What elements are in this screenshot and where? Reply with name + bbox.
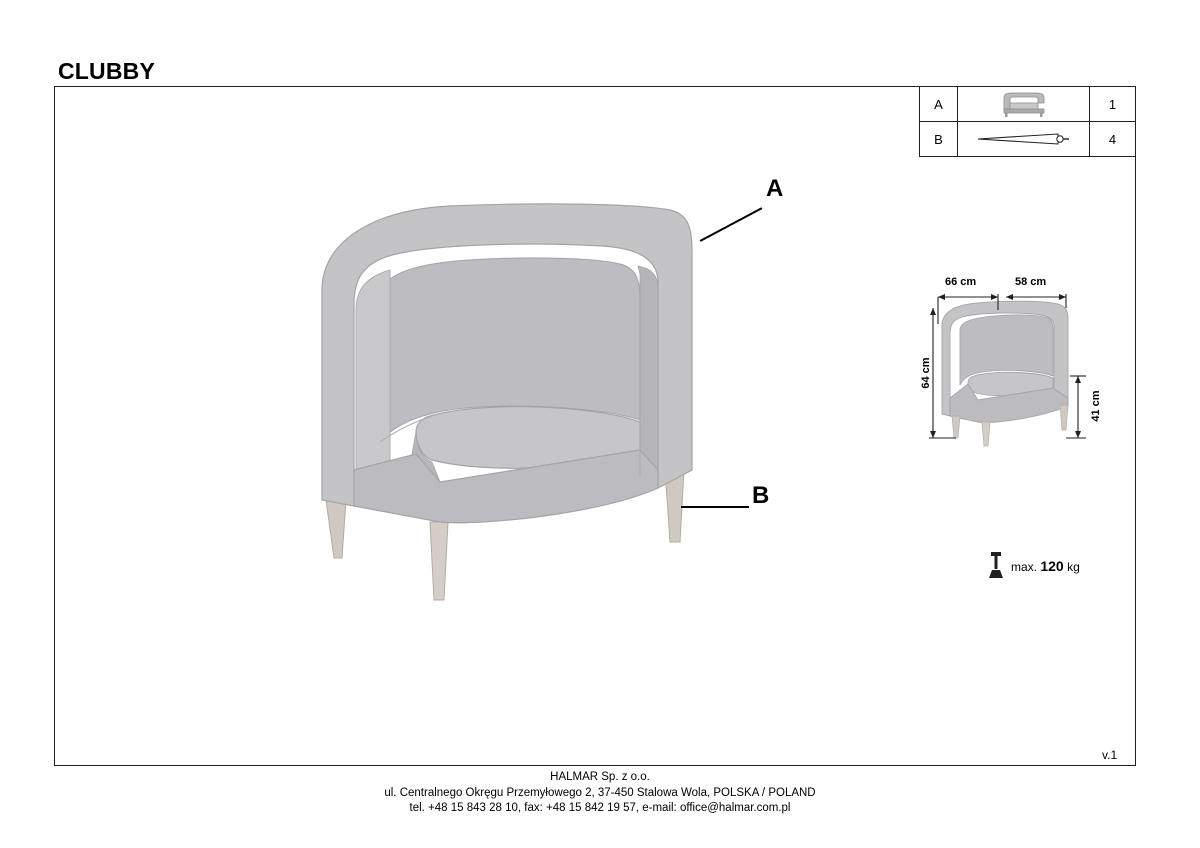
max-load-unit: kg	[1067, 560, 1080, 574]
dimension-height-label: 64 cm	[920, 357, 932, 389]
part-thumbnail-a	[958, 87, 1090, 121]
footer-contact: tel. +48 15 843 28 10, fax: +48 15 842 19 57, e-mail: office@halmar.com.pl	[409, 802, 791, 814]
max-load-value: 120	[1040, 558, 1064, 574]
page-title: CLUBBY	[58, 58, 156, 84]
part-letter: B	[920, 122, 958, 156]
footer-address: ul. Centralnego Okręgu Przemyłowego 2, 37-450 Stalowa Wola, POLSKA / POLAND	[384, 786, 816, 799]
footer	[0, 770, 1200, 817]
max-load-block	[988, 552, 1080, 580]
dimension-depth-label: 58 cm	[1015, 276, 1047, 288]
table-row	[920, 87, 1136, 122]
tapered-leg-icon	[974, 130, 1074, 148]
part-letter: A	[920, 87, 958, 121]
callout-leader-b	[681, 506, 749, 508]
part-quantity: 4	[1090, 122, 1136, 156]
small-armchair	[942, 301, 1068, 446]
max-load-text	[1011, 558, 1080, 574]
dimension-diagram	[920, 276, 1120, 473]
seat-height-dimension	[1066, 376, 1086, 438]
part-quantity: 1	[1090, 87, 1136, 121]
armchair-illustration	[280, 170, 750, 630]
callout-label-b: B	[752, 482, 770, 509]
max-load-icon	[988, 552, 1004, 580]
footer-company: HALMAR Sp. z o.o.	[550, 771, 650, 783]
table-row	[920, 122, 1136, 157]
callout-label-a: A	[766, 175, 784, 202]
part-thumbnail-b	[958, 122, 1090, 156]
max-load-prefix: max.	[1011, 560, 1038, 574]
dimension-drawing	[920, 288, 1120, 473]
dimension-width-label: 66 cm	[945, 276, 977, 288]
parts-table	[919, 86, 1136, 157]
armchair-icon	[988, 90, 1060, 118]
dimension-seat-height-label: 41 cm	[1090, 390, 1102, 422]
armchair-drawing	[280, 170, 750, 630]
version-label: v.1	[1102, 748, 1118, 762]
